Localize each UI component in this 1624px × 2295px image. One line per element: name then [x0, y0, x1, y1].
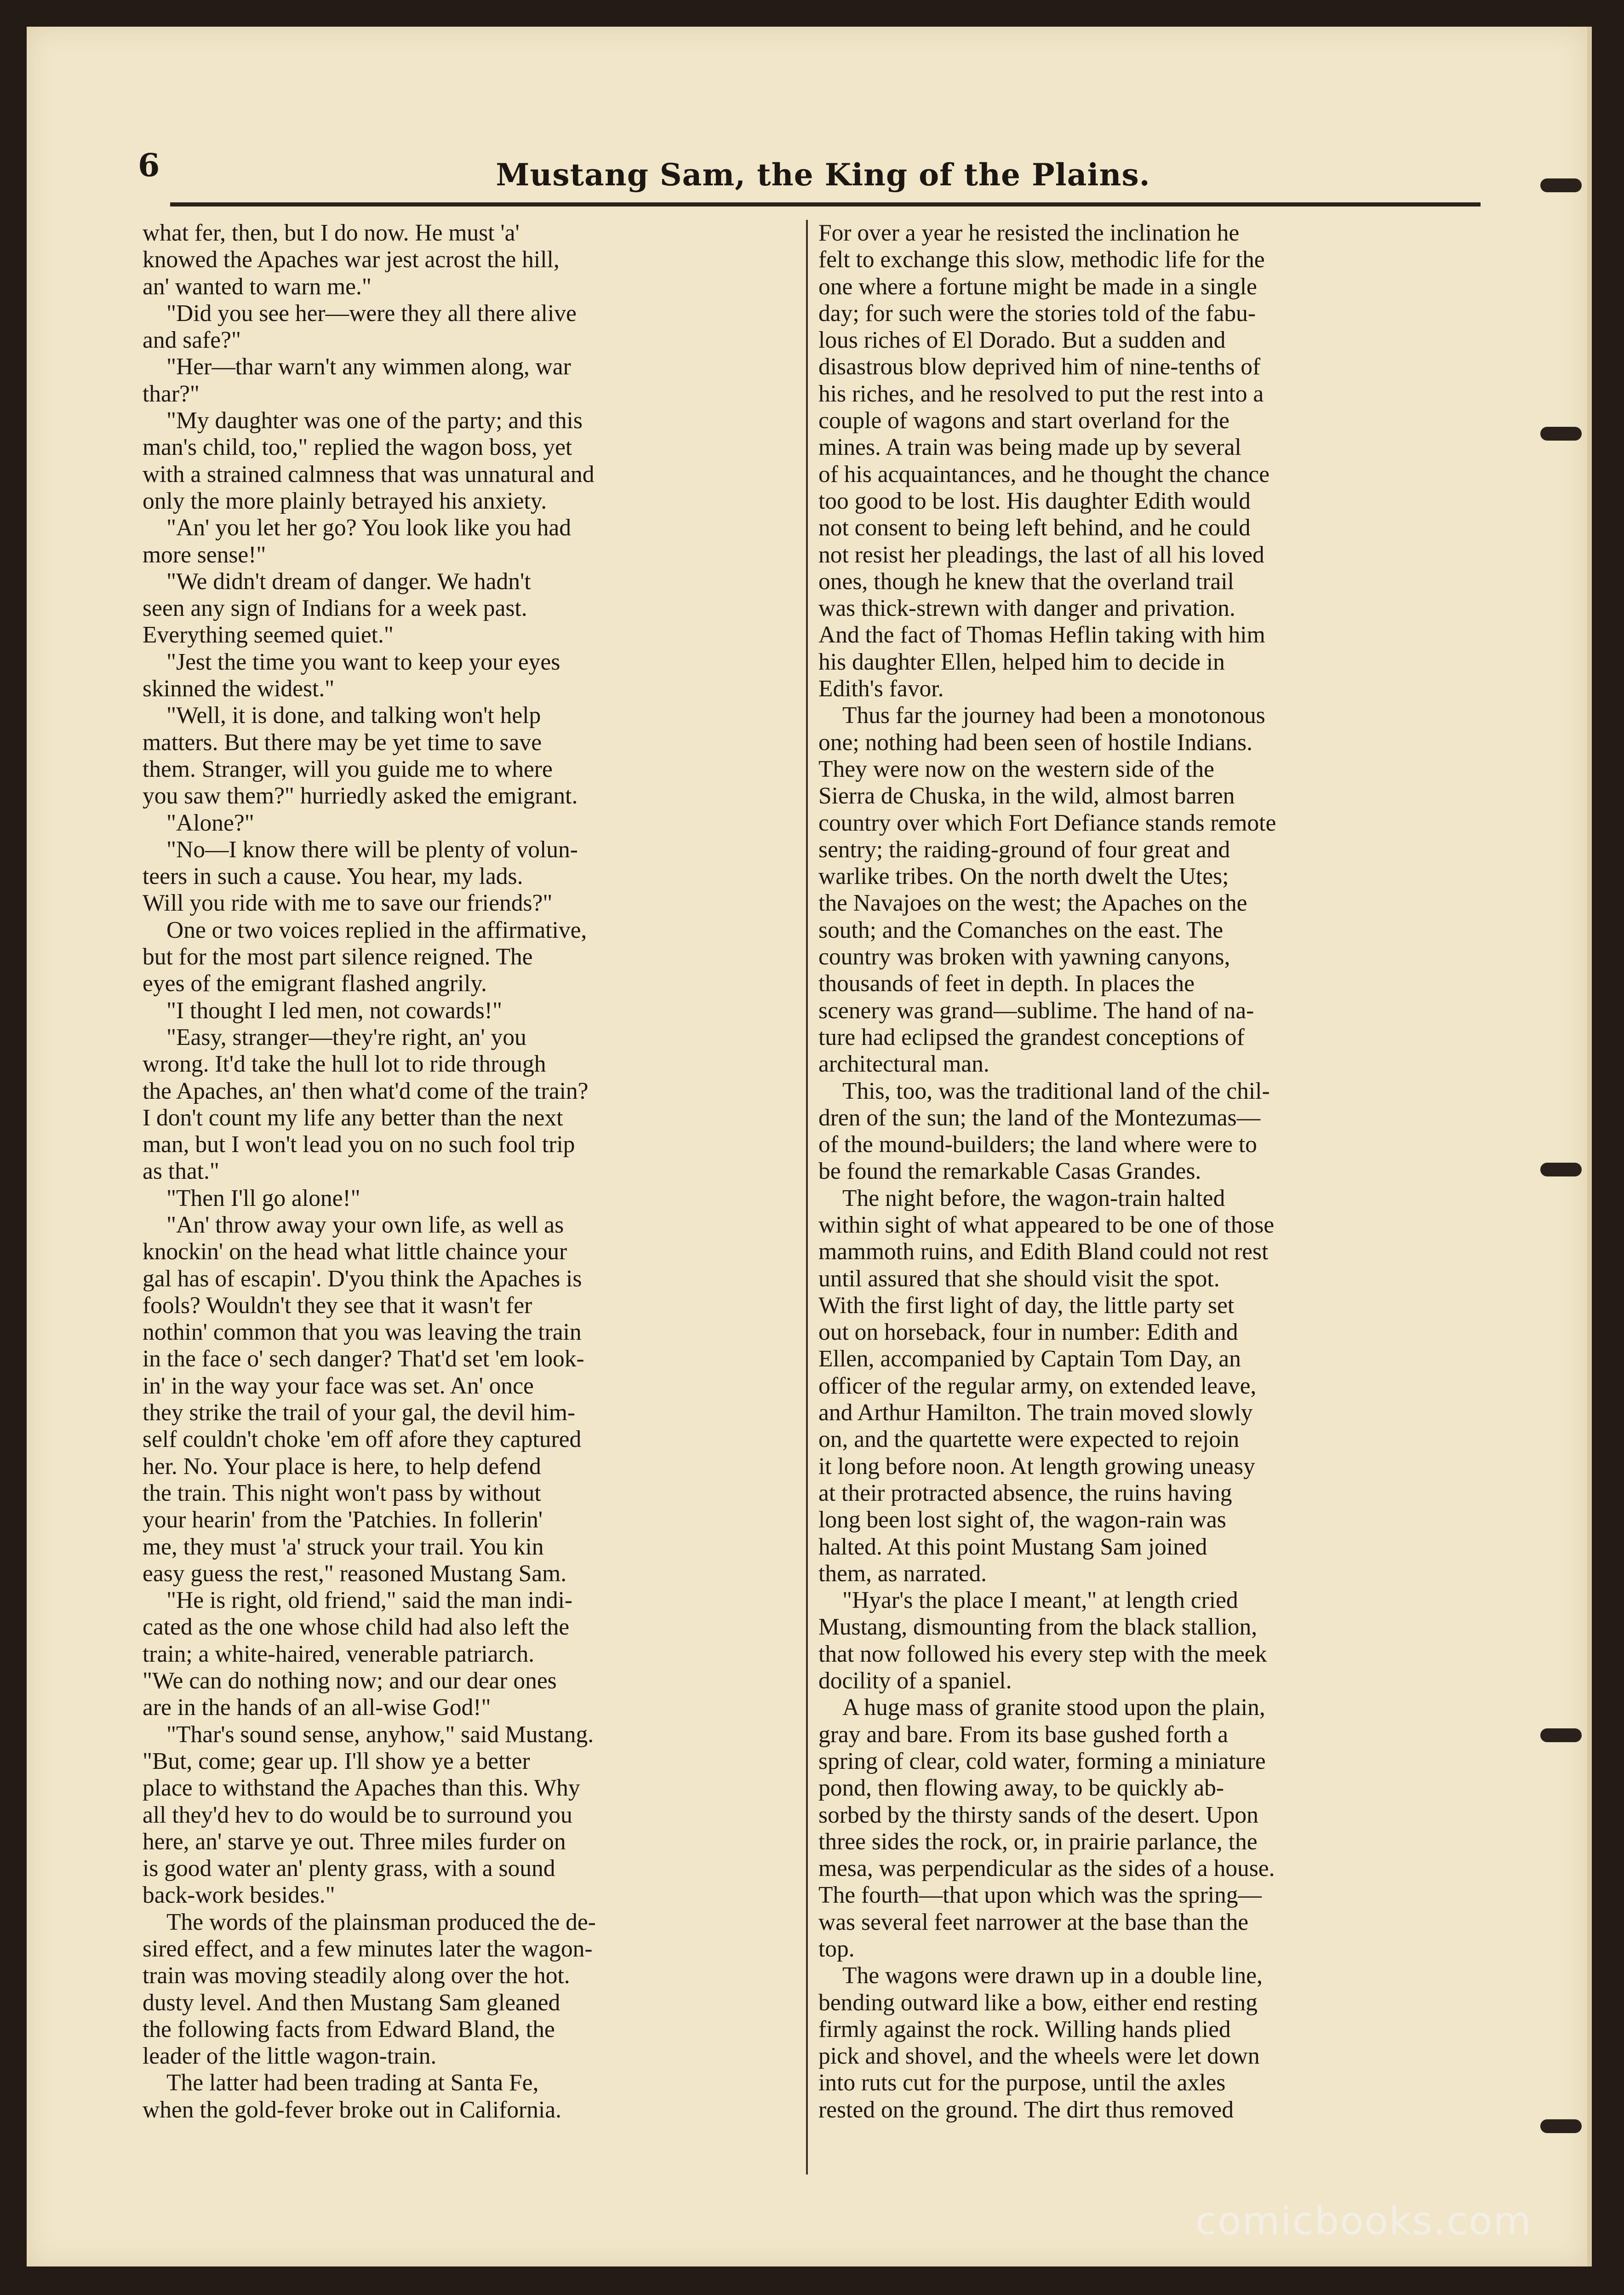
- text-line: one; nothing had been seen of hostile Indians.: [818, 729, 1252, 756]
- text-line: pick and shovel, and the wheels were let down: [818, 2043, 1260, 2070]
- text-line: "Then I'll go alone!": [166, 1185, 360, 1211]
- text-line: her. No. Your place is here, to help defend: [143, 1453, 541, 1480]
- text-line: officer of the regular army, on extended leave,: [818, 1372, 1257, 1399]
- text-line: day; for such were the stories told of the fabu-: [818, 300, 1256, 327]
- text-line: "Did you see her—were they all there alive: [166, 300, 577, 327]
- text-line: them. Stranger, will you guide me to where: [143, 756, 553, 782]
- text-line: but for the most part silence reigned. The: [143, 944, 533, 970]
- text-line: when the gold-fever broke out in California.: [143, 2096, 561, 2123]
- text-line: Thus far the journey had been a monotonous: [842, 702, 1265, 729]
- watermark: comicbooks.com: [1195, 2198, 1532, 2243]
- text-line: Sierra de Chuska, in the wild, almost barren: [818, 783, 1235, 809]
- text-line: Edith's favor.: [818, 676, 944, 702]
- text-line: on, and the quartette were expected to rejoin: [818, 1426, 1240, 1453]
- text-line: "He is right, old friend," said the man indi-: [166, 1587, 573, 1614]
- text-line: man, but I won't lead you on no such fool trip: [143, 1131, 575, 1158]
- text-line: in' in the way your face was set. An' once: [143, 1372, 534, 1399]
- text-line: more sense!": [143, 541, 266, 568]
- text-line: nothin' common that you was leaving the train: [143, 1319, 582, 1346]
- text-line: halted. At this point Mustang Sam joined: [818, 1533, 1207, 1560]
- text-line: the train. This night won't pass by without: [143, 1480, 541, 1506]
- text-line: you saw them?" hurriedly asked the emigrant.: [143, 783, 578, 809]
- text-line: "My daughter was one of the party; and this: [166, 407, 583, 434]
- text-line: bending outward like a bow, either end resting: [818, 1989, 1258, 2016]
- text-line: his riches, and he resolved to put the rest into a: [818, 380, 1264, 407]
- text-line: Everything seemed quiet.": [143, 622, 394, 648]
- page-number: 6: [138, 147, 160, 184]
- binding-hole: [1540, 1728, 1582, 1742]
- text-line: only the more plainly betrayed his anxiety.: [143, 488, 547, 514]
- binding-hole: [1540, 178, 1582, 192]
- text-line: A huge mass of granite stood upon the plain,: [842, 1694, 1265, 1721]
- text-line: gray and bare. From its base gushed forth a: [818, 1721, 1228, 1748]
- text-line: three sides the rock, or, in prairie parlance, the: [818, 1828, 1258, 1855]
- text-line: The wagons were drawn up in a double line,: [842, 1962, 1263, 1989]
- text-line: eyes of the emigrant flashed angrily.: [143, 970, 487, 997]
- text-line: long been lost sight of, the wagon-rain was: [818, 1507, 1226, 1533]
- text-line: gal has of escapin'. D'you think the Apaches is: [143, 1265, 582, 1292]
- text-line: They were now on the western side of the: [818, 756, 1214, 782]
- text-line: mesa, was perpendicular as the sides of a house.: [818, 1855, 1275, 1882]
- text-line: disastrous blow deprived him of nine-tenths of: [818, 354, 1261, 380]
- text-line: out on horseback, four in number: Edith and: [818, 1319, 1238, 1346]
- text-line: and safe?": [143, 327, 241, 354]
- text-line: me, they must 'a' struck your trail. You kin: [143, 1533, 544, 1560]
- text-line: wrong. It'd take the hull lot to ride through: [143, 1051, 546, 1078]
- binding-hole: [1540, 1163, 1582, 1176]
- text-line: knowed the Apaches war jest acrost the hill,: [143, 247, 560, 273]
- binding-hole: [1540, 2119, 1582, 2133]
- text-line: them, as narrated.: [818, 1560, 987, 1587]
- text-line: architectural man.: [818, 1051, 989, 1078]
- text-line: For over a year he resisted the inclination he: [818, 220, 1240, 246]
- text-line: mines. A train was being made up by several: [818, 434, 1241, 461]
- text-line: One or two voices replied in the affirmative,: [166, 917, 587, 943]
- text-line: skinned the widest.": [143, 676, 335, 702]
- text-line: the Apaches, an' then what'd come of the train?: [143, 1078, 589, 1104]
- text-line: ture had eclipsed the grandest conceptions of: [818, 1024, 1245, 1050]
- text-line: top.: [818, 1936, 855, 1962]
- text-line: with a strained calmness that was unnatural and: [143, 461, 595, 488]
- text-line: With the first light of day, the little party set: [818, 1292, 1235, 1319]
- text-line: Ellen, accompanied by Captain Tom Day, an: [818, 1346, 1241, 1372]
- text-line: one where a fortune might be made in a single: [818, 273, 1257, 300]
- text-line: train; a white-haired, venerable patriarch.: [143, 1641, 535, 1667]
- text-line: be found the remarkable Casas Grandes.: [818, 1158, 1201, 1185]
- text-line: cated as the one whose child had also left the: [143, 1614, 570, 1641]
- text-line: his daughter Ellen, helped him to decide in: [818, 648, 1225, 675]
- text-line: "Alone?": [166, 809, 254, 836]
- running-title: Mustang Sam, the King of the Plains.: [496, 157, 1150, 193]
- text-line: that now followed his every step with the meek: [818, 1641, 1267, 1667]
- text-line: ones, though he knew that the overland trail: [818, 568, 1234, 595]
- text-line: scenery was grand—sublime. The hand of na-: [818, 997, 1254, 1024]
- text-line: is good water an' plenty grass, with a sound: [143, 1855, 555, 1882]
- text-line: country over which Fort Defiance stands remote: [818, 809, 1276, 836]
- text-line: thar?": [143, 380, 200, 407]
- text-line: mammoth ruins, and Edith Bland could not rest: [818, 1239, 1269, 1265]
- text-line: firmly against the rock. Willing hands plied: [818, 2016, 1231, 2043]
- text-line: sorbed by the thirsty sands of the desert. Upon: [818, 1802, 1258, 1828]
- text-line: "We didn't dream of danger. We hadn't: [166, 568, 531, 595]
- text-line: "Well, it is done, and talking won't help: [166, 702, 541, 729]
- text-line: man's child, too," replied the wagon boss, yet: [143, 434, 572, 461]
- text-line: Mustang, dismounting from the black stallion,: [818, 1614, 1258, 1641]
- text-line: "An' throw away your own life, as well as: [166, 1211, 564, 1238]
- text-line: leader of the little wagon-train.: [143, 2043, 437, 2070]
- text-line: "Hyar's the place I meant," at length cried: [842, 1587, 1238, 1614]
- text-line: of his acquaintances, and he thought the chance: [818, 461, 1269, 488]
- text-line: "An' you let her go? You look like you had: [166, 515, 571, 541]
- text-line: spring of clear, cold water, forming a miniature: [818, 1748, 1266, 1774]
- text-line: south; and the Comanches on the east. The: [818, 917, 1224, 943]
- text-line: your hearin' from the 'Patchies. In follerin': [143, 1507, 543, 1533]
- text-line: sentry; the raiding-ground of four great and: [818, 836, 1230, 863]
- text-line: all they'd hev to do would be to surround you: [143, 1802, 572, 1828]
- text-line: they strike the trail of your gal, the devil him-: [143, 1400, 576, 1426]
- left-text-column: [143, 220, 798, 2175]
- text-line: not resist her pleadings, the last of all his loved: [818, 541, 1264, 568]
- text-line: docility of a spaniel.: [818, 1668, 1012, 1694]
- text-line: and Arthur Hamilton. The train moved slowly: [818, 1400, 1253, 1426]
- text-line: "Her—thar warn't any wimmen along, war: [166, 354, 571, 380]
- text-line: what fer, then, but I do now. He must 'a': [143, 220, 520, 246]
- text-line: into ruts cut for the purpose, until the axles: [818, 2070, 1226, 2096]
- text-line: self couldn't choke 'em off afore they captured: [143, 1426, 582, 1453]
- text-line: "But, come; gear up. I'll show ye a better: [143, 1748, 530, 1774]
- text-line: felt to exchange this slow, methodic life for the: [818, 247, 1265, 273]
- text-line: rested on the ground. The dirt thus removed: [818, 2096, 1234, 2123]
- text-line: are in the hands of an all-wise God!": [143, 1694, 491, 1721]
- text-line: fools? Wouldn't they see that it wasn't fer: [143, 1292, 532, 1319]
- text-line: sired effect, and a few minutes later the wagon-: [143, 1936, 593, 1962]
- text-line: was several feet narrower at the base than the: [818, 1909, 1249, 1935]
- text-line: the Navajoes on the west; the Apaches on the: [818, 890, 1247, 917]
- text-line: within sight of what appeared to be one of those: [818, 1211, 1275, 1238]
- text-line: dusty level. And then Mustang Sam gleaned: [143, 1989, 560, 2016]
- column-divider: [806, 220, 808, 2175]
- text-line: seen any sign of Indians for a week past.: [143, 595, 527, 622]
- text-line: as that.": [143, 1158, 219, 1185]
- text-line: Will you ride with me to save our friends?": [143, 890, 553, 917]
- text-line: matters. But there may be yet time to save: [143, 729, 542, 756]
- text-line: country was broken with yawning canyons,: [818, 944, 1230, 970]
- text-line: And the fact of Thomas Heflin taking with him: [818, 622, 1265, 648]
- text-line: "I thought I led men, not cowards!": [166, 997, 502, 1024]
- text-line: until assured that she should visit the spot.: [818, 1265, 1220, 1292]
- text-line: not consent to being left behind, and he could: [818, 515, 1251, 541]
- text-line: I don't count my life any better than the next: [143, 1104, 563, 1131]
- text-line: easy guess the rest," reasoned Mustang Sam.: [143, 1560, 567, 1587]
- text-line: "Jest the time you want to keep your eyes: [166, 648, 560, 675]
- text-line: The latter had been trading at Santa Fe,: [166, 2070, 539, 2096]
- binding-hole: [1540, 427, 1582, 441]
- text-line: couple of wagons and start overland for the: [818, 407, 1229, 434]
- text-line: This, too, was the traditional land of the chil-: [842, 1078, 1270, 1104]
- text-line: an' wanted to warn me.": [143, 273, 372, 300]
- running-header: [138, 147, 1508, 202]
- text-line: "Easy, stranger—they're right, an' you: [166, 1024, 526, 1050]
- text-line: in the face o' sech danger? That'd set 'em look-: [143, 1346, 584, 1372]
- text-line: "Thar's sound sense, anyhow," said Mustang.: [166, 1721, 594, 1748]
- text-line: The night before, the wagon-train halted: [842, 1185, 1225, 1211]
- text-line: it long before noon. At length growing uneasy: [818, 1453, 1255, 1480]
- text-line: here, an' starve ye out. Three miles furder on: [143, 1828, 566, 1855]
- text-line: thousands of feet in depth. In places the: [818, 970, 1195, 997]
- text-line: place to withstand the Apaches than this. Why: [143, 1775, 580, 1802]
- text-line: dren of the sun; the land of the Montezumas—: [818, 1104, 1261, 1131]
- text-line: knockin' on the head what little chaince your: [143, 1239, 567, 1265]
- text-line: The words of the plainsman produced the de-: [166, 1909, 596, 1935]
- text-line: "No—I know there will be plenty of volun-: [166, 836, 578, 863]
- text-line: back-work besides.": [143, 1882, 335, 1909]
- text-line: of the mound-builders; the land where were to: [818, 1131, 1257, 1158]
- binding-holes: [1532, 27, 1587, 2266]
- text-line: at their protracted absence, the ruins having: [818, 1480, 1232, 1506]
- header-rule: [170, 202, 1481, 207]
- text-line: teers in such a cause. You hear, my lads.: [143, 863, 523, 890]
- text-line: too good to be lost. His daughter Edith would: [818, 488, 1251, 514]
- text-line: warlike tribes. On the north dwelt the Utes;: [818, 863, 1229, 890]
- text-line: pond, then flowing away, to be quickly ab-: [818, 1775, 1224, 1802]
- text-line: "We can do nothing now; and our dear ones: [143, 1668, 557, 1694]
- text-line: train was moving steadily along over the hot.: [143, 1962, 570, 1989]
- text-line: lous riches of El Dorado. But a sudden and: [818, 327, 1226, 354]
- text-line: was thick-strewn with danger and privation.: [818, 595, 1235, 622]
- right-text-column: [818, 220, 1474, 2175]
- text-line: The fourth—that upon which was the spring—: [818, 1882, 1262, 1909]
- text-line: the following facts from Edward Bland, the: [143, 2016, 555, 2043]
